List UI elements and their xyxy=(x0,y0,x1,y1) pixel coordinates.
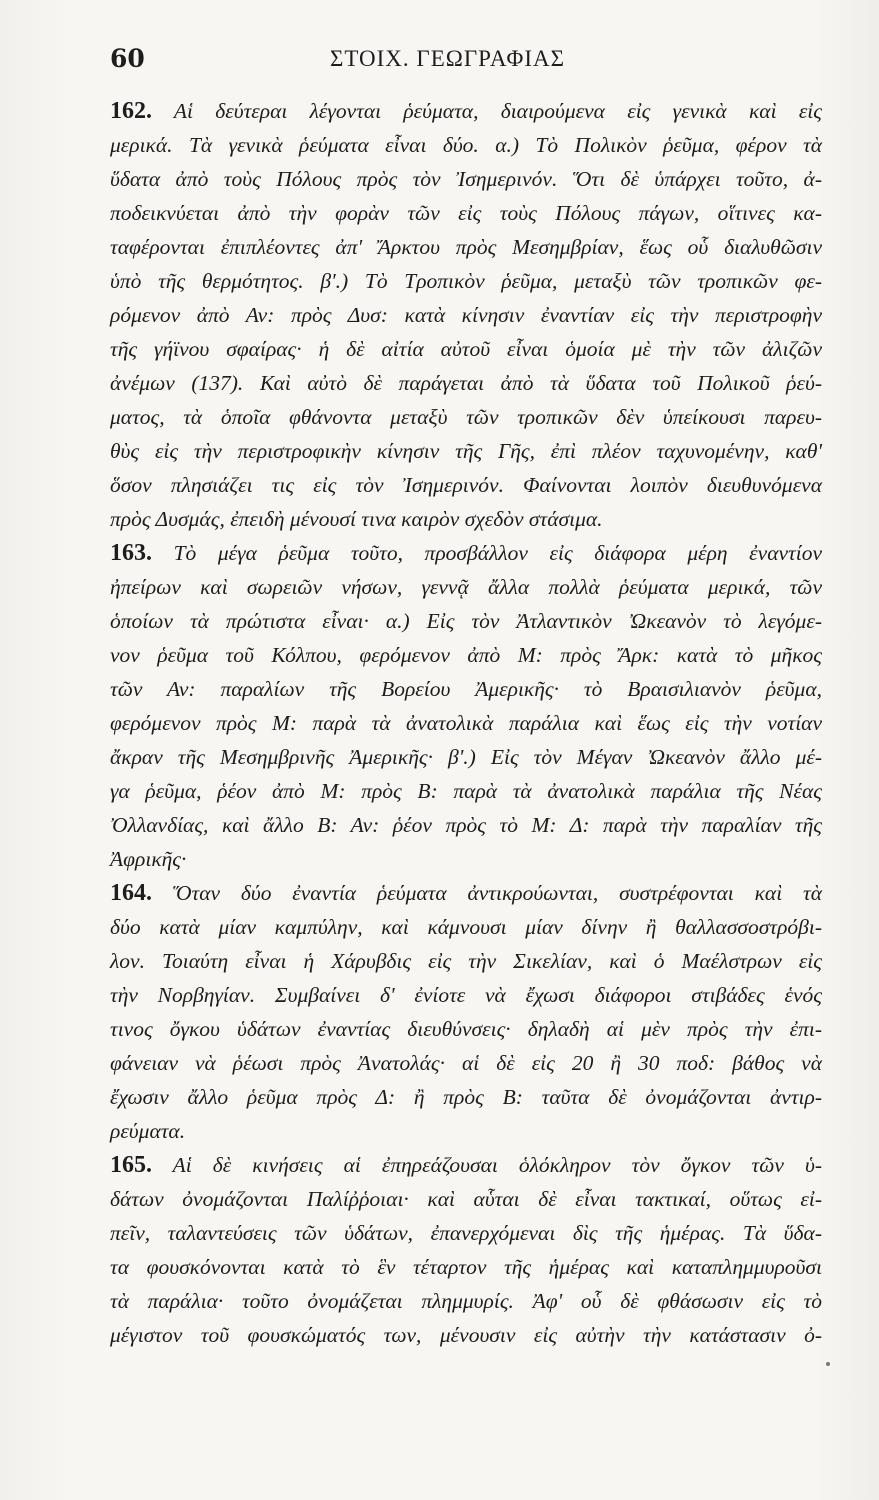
line-text: ἔχωσιν ἄλλο ῥεῦμα πρὸς Δ: ἢ πρὸς Β: ταῦτα δὲ ὀνομάζονται ἀντιρ- xyxy=(110,1085,822,1109)
text-line xyxy=(110,876,822,910)
text-line xyxy=(110,808,822,842)
text-line xyxy=(110,740,822,774)
line-text: ὅσον πλησιάζει τις εἰς τὸν Ἰσημερινόν. Φαίνονται λοιπὸν διευθυνόμενα xyxy=(110,473,822,497)
line-text: Ἀφρικῆς· xyxy=(110,847,187,871)
text-line xyxy=(110,706,822,740)
text-line xyxy=(110,94,822,128)
line-text: δάτων ὀνομάζονται Παλίῤῥοιαι· καὶ αὗται δὲ εἶναι τακτικαί, οὕτως εἰ- xyxy=(110,1187,822,1211)
page-header xyxy=(110,44,830,84)
line-text: τῶν Αν: παραλίων τῆς Βορείου Ἀμερικῆς· τὸ Βραισιλιανὸν ῥεῦμα, xyxy=(110,677,822,701)
line-text: τα φουσκόνονται κατὰ τὸ ἓν τέταρτον τῆς ἡμέρας καὶ καταπλημμυροῦσι xyxy=(110,1255,822,1279)
section-number: 164. xyxy=(110,880,152,906)
section-number: 163. xyxy=(110,540,152,566)
line-text: νον ῥεῦμα τοῦ Κόλπου, φερόμενον ἀπὸ Μ: πρὸς Ἄρκ: κατὰ τὸ μῆκος xyxy=(110,643,822,667)
section-number: 165. xyxy=(110,1152,152,1178)
text-line xyxy=(110,1012,822,1046)
text-line xyxy=(110,1182,822,1216)
line-text: μερικά. Τὰ γενικὰ ῥεύματα εἶναι δύο. α.) Τὸ Πολικὸν ῥεῦμα, φέρον τὰ xyxy=(110,133,822,157)
line-text: λον. Τοιαύτη εἶναι ἡ Χάρυβδις εἰς τὴν Σικελίαν, καὶ ὁ Μαέλστρων εἰς xyxy=(110,949,822,973)
line-text: ποδεικνύεται ἀπὸ τὴν φορὰν τῶν εἰς τοὺς Πόλους πάγων, οἵτινες κα- xyxy=(110,201,822,225)
line-text: ρεύματα. xyxy=(110,1119,186,1143)
text-line xyxy=(110,128,822,162)
text-line xyxy=(110,230,822,264)
line-text: ματος, τὰ ὁποῖα φθάνοντα μεταξὺ τῶν τροπικῶν δὲν ὑπείκουσι παρευ- xyxy=(110,405,822,429)
text-line xyxy=(110,910,822,944)
line-text: ἀνέμων (137). Καὶ αὐτὸ δὲ παράγεται ἀπὸ τὰ ὕδατα τοῦ Πολικοῦ ῥεύ- xyxy=(110,371,822,395)
text-line xyxy=(110,638,822,672)
running-head: ΣΤΟΙΧ. ΓΕΩΓΡΑΦΙΑΣ xyxy=(330,46,565,71)
line-text: τῆς γήϊνου σφαίρας· ἡ δὲ αἰτία αὐτοῦ εἶναι ὁμοία μὲ τὴν τῶν ἀλιζῶν xyxy=(110,337,822,361)
ink-speck xyxy=(826,1362,830,1366)
text-line xyxy=(110,196,822,230)
text-line xyxy=(110,1148,822,1182)
line-text: Ὅταν δύο ἐναντία ῥεύματα ἀντικρούωνται, συστρέφονται καὶ τὰ xyxy=(152,881,822,905)
text-line xyxy=(110,1250,822,1284)
text-line xyxy=(110,434,822,468)
text-line xyxy=(110,978,822,1012)
line-text: ταφέρονται ἐπιπλέοντες ἀπ' Ἄρκτου πρὸς Μεσημβρίαν, ἕως οὗ διαλυθῶσιν xyxy=(110,235,822,259)
line-text: δύο κατὰ μίαν καμπύλην, καὶ κάμνουσι μίαν δίνην ἢ θαλλασσοστρόβι- xyxy=(110,915,822,939)
line-text: μέγιστον τοῦ φουσκώματός των, μένουσιν εἰς αὐτὴν τὴν κατάστασιν ὀ- xyxy=(110,1323,822,1347)
text-line xyxy=(110,298,822,332)
line-text: φάνειαν νὰ ῥέωσι πρὸς Ἀνατολάς· αἱ δὲ εἰς 20 ἢ 30 ποδ: βάθος νὰ xyxy=(110,1051,822,1075)
line-text: ὁποίων τὰ πρώτιστα εἶναι· α.) Εἰς τὸν Ἀτλαντικὸν Ὠκεανὸν τὸ λεγόμε- xyxy=(110,609,822,633)
line-text: πεῖν, ταλαντεύσεις τῶν ὑδάτων, ἐπανερχόμεναι δὶς τῆς ἡμέρας. Τὰ ὕδα- xyxy=(110,1221,822,1245)
line-text: γα ῥεῦμα, ῥέον ἀπὸ Μ: πρὸς Β: παρὰ τὰ ἀνατολικὰ παράλια τῆς Νέας xyxy=(110,779,822,803)
line-text: τινος ὄγκου ὑδάτων ἐναντίας διευθύνσεις· δηλαδὴ αἱ μὲν πρὸς τὴν ἐπι- xyxy=(110,1017,822,1041)
line-text: Αἱ δὲ κινήσεις αἱ ἐπηρεάζουσαι ὁλόκληρον τὸν ὄγκον τῶν ὑ- xyxy=(152,1153,822,1177)
text-line xyxy=(110,1114,822,1148)
text-line xyxy=(110,570,822,604)
text-line xyxy=(110,1216,822,1250)
text-line xyxy=(110,264,822,298)
text-line xyxy=(110,536,822,570)
text-line xyxy=(110,604,822,638)
text-line xyxy=(110,332,822,366)
text-line xyxy=(110,1284,822,1318)
text-line xyxy=(110,1046,822,1080)
line-text: ὑπὸ τῆς θερμότητος. β'.) Τὸ Τροπικὸν ῥεῦμα, μεταξὺ τῶν τροπικῶν φε- xyxy=(110,269,822,293)
line-text: Αἱ δεύτεραι λέγονται ῥεύματα, διαιρούμενα εἰς γενικὰ καὶ εἰς xyxy=(152,99,822,123)
text-line xyxy=(110,944,822,978)
line-text: ἄκραν τῆς Μεσημβρινῆς Ἀμερικῆς· β'.) Εἰς τὸν Μέγαν Ὠκεανὸν ἄλλο μέ- xyxy=(110,745,822,769)
text-line xyxy=(110,400,822,434)
line-text: τὴν Νορβηγίαν. Συμβαίνει δ' ἐνίοτε νὰ ἔχωσι διάφοροι στιβάδες ἑνός xyxy=(110,983,822,1007)
text-line xyxy=(110,502,822,536)
line-text: Τὸ μέγα ῥεῦμα τοῦτο, προσβάλλον εἰς διάφορα μέρη ἐναντίον xyxy=(152,541,822,565)
body-text xyxy=(110,94,822,1352)
text-line xyxy=(110,672,822,706)
line-text: φερόμενον πρὸς Μ: παρὰ τὰ ἀνατολικὰ παράλια καὶ ἕως εἰς τὴν νοτίαν xyxy=(110,711,822,735)
text-line xyxy=(110,366,822,400)
line-text: Ὀλλανδίας, καὶ ἄλλο Β: Αν: ῥέον πρὸς τὸ Μ: Δ: παρὰ τὴν παραλίαν τῆς xyxy=(110,813,822,837)
page-number: 60 xyxy=(110,44,145,73)
line-text: τὰ παράλια· τοῦτο ὀνομάζεται πλημμυρίς. Ἀφ' οὗ δὲ φθάσωσιν εἰς τὸ xyxy=(110,1289,822,1313)
text-line xyxy=(110,162,822,196)
text-line xyxy=(110,468,822,502)
line-text: θὺς εἰς τὴν περιστροφικὴν κίνησιν τῆς Γῆς, ἐπὶ πλέον ταχυνομένην, καθ' xyxy=(110,439,822,463)
text-line xyxy=(110,842,822,876)
section-number: 162. xyxy=(110,98,152,124)
line-text: ὕδατα ἀπὸ τοὺς Πόλους πρὸς τὸν Ἰσημερινόν. Ὅτι δὲ ὑπάρχει τοῦτο, ἀ- xyxy=(110,167,822,191)
text-line xyxy=(110,774,822,808)
text-line xyxy=(110,1080,822,1114)
line-text: ἠπείρων καὶ σωρειῶν νήσων, γεννᾷ ἄλλα πολλὰ ῥεύματα μερικά, τῶν xyxy=(110,575,822,599)
line-text: πρὸς Δυσμάς, ἐπειδὴ μένουσί τινα καιρὸν σχεδὸν στάσιμα. xyxy=(110,507,603,531)
line-text: ρόμενον ἀπὸ Αν: πρὸς Δυσ: κατὰ κίνησιν ἐναντίαν εἰς τὴν περιστροφὴν xyxy=(110,303,822,327)
text-line xyxy=(110,1318,822,1352)
